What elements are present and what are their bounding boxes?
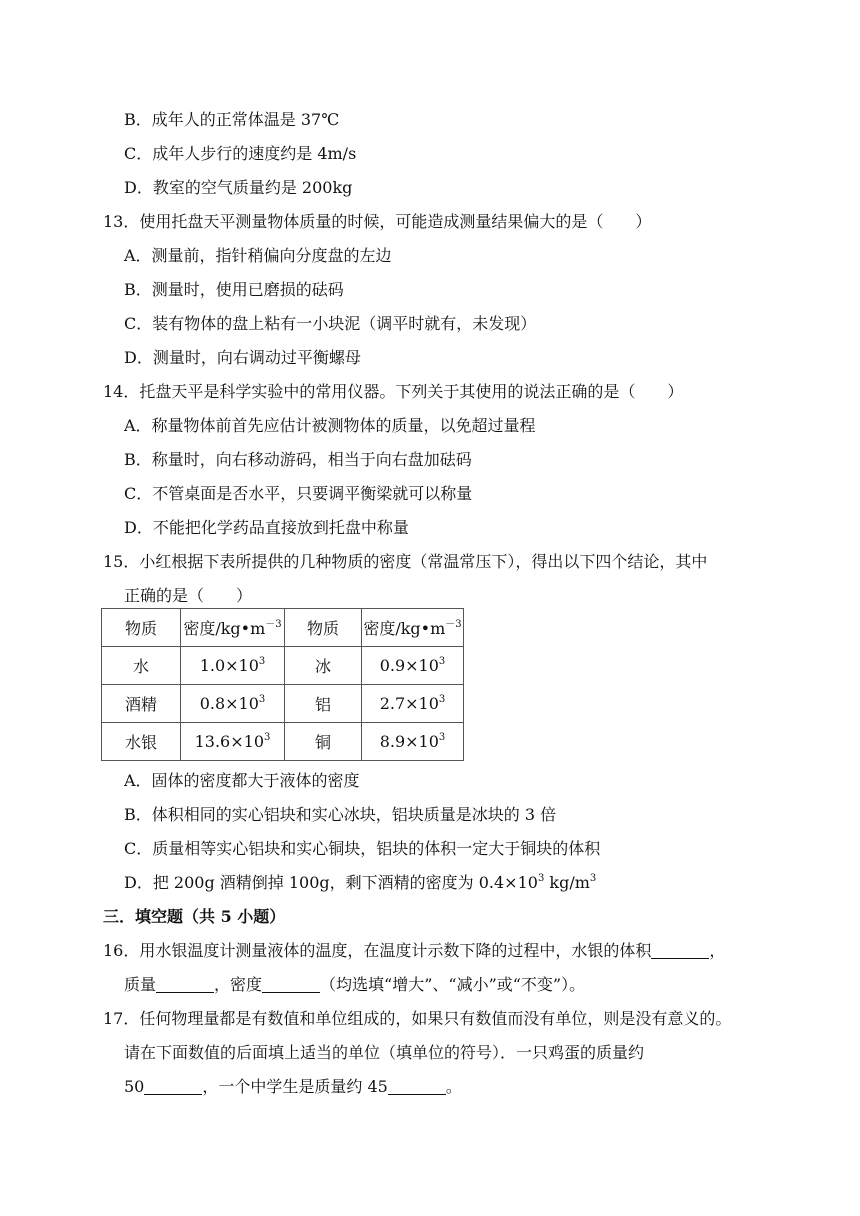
q12-option-c: C．成年人步行的速度约是 4m/s <box>124 144 357 163</box>
substance-cell: 冰 <box>285 647 362 685</box>
q17-line2: 请在下面数值的后面填上适当的单位（填单位的符号）．一只鸡蛋的质量约 <box>124 1043 645 1062</box>
header-density-2: 密度$/kg•m^{-3}$ <box>362 609 464 647</box>
q13-option-d: D．测量时，向右调动过平衡螺母 <box>124 348 361 367</box>
answer-blank[interactable] <box>651 942 709 959</box>
table-row <box>102 723 464 761</box>
q17-line1: 17．任何物理量都是有数值和单位组成的，如果只有数值而没有单位，则是没有意义的。 <box>103 1009 732 1028</box>
q16-line2: 质量 ，密度 （均选填“增大”、“减小”或“不变”）。 <box>124 975 586 994</box>
density-cell: $8.9\times 10^3$ <box>362 723 464 761</box>
q15-stem-line1: 15．小红根据下表所提供的几种物质的密度（常温常压下），得出以下四个结论，其中 <box>103 552 708 571</box>
table-row <box>102 647 464 685</box>
q13-option-a: A．测量前，指针稍偏向分度盘的左边 <box>124 246 392 265</box>
q16-line1: 16．用水银温度计测量液体的温度，在温度计示数下降的过程中，水银的体积 ， <box>103 941 726 960</box>
substance-cell: 水银 <box>102 723 181 761</box>
header-substance-2: 物质 <box>285 609 362 647</box>
q15-option-d: D．把 200g 酒精倒掉 100g，剩下酒精的密度为 $0.4\times 10^3$ $kg/m^3$ <box>124 873 597 892</box>
density-cell: $0.9\times 10^3$ <box>362 647 464 685</box>
q13-stem: 13．使用托盘天平测量物体质量的时候，可能造成测量结果偏大的是（ ） <box>103 212 652 231</box>
header-density-1: 密度$/kg•m^{-3}$ <box>181 609 285 647</box>
q14-option-a: A．称量物体前首先应估计被测物体的质量，以免超过量程 <box>124 416 536 435</box>
q12-option-b: B．成年人的正常体温是 37℃ <box>124 110 340 129</box>
q13-option-c: C．装有物体的盘上粘有一小块泥（调平时就有，未发现） <box>124 314 537 333</box>
q17-line3: 50 ，一个中学生是质量约 45 。 <box>124 1077 462 1096</box>
density-table <box>101 608 464 761</box>
section-title: 三．填空题（共 5 小题） <box>103 907 286 926</box>
header-substance-1: 物质 <box>102 609 181 647</box>
density-cell: $2.7\times 10^3$ <box>362 685 464 723</box>
q13-option-b: B．测量时，使用已磨损的砝码 <box>124 280 344 299</box>
answer-blank[interactable] <box>156 976 214 993</box>
table-row <box>102 685 464 723</box>
q14-option-d: D．不能把化学药品直接放到托盘中称量 <box>124 518 409 537</box>
answer-blank[interactable] <box>262 976 320 993</box>
substance-cell: 铜 <box>285 723 362 761</box>
q15-stem-line2: 正确的是（ ） <box>124 586 253 605</box>
substance-cell: 水 <box>102 647 181 685</box>
q12-option-d: D．教室的空气质量约是 200kg <box>124 178 353 197</box>
density-cell: $1.0\times 10^3$ <box>181 647 285 685</box>
q15-option-b: B．体积相同的实心铝块和实心冰块，铝块质量是冰块的 3 倍 <box>124 805 557 824</box>
q14-option-c: C．不管桌面是否水平，只要调平衡梁就可以称量 <box>124 484 473 503</box>
answer-blank[interactable] <box>144 1078 202 1095</box>
density-cell: $13.6\times 10^3$ <box>181 723 285 761</box>
substance-cell: 铝 <box>285 685 362 723</box>
density-cell: $0.8\times 10^3$ <box>181 685 285 723</box>
q14-stem: 14．托盘天平是科学实验中的常用仪器。下列关于其使用的说法正确的是（ ） <box>103 382 684 401</box>
table-header-row <box>102 609 464 647</box>
q15-option-c: C．质量相等实心铝块和实心铜块，铝块的体积一定大于铜块的体积 <box>124 839 601 858</box>
answer-blank[interactable] <box>388 1078 446 1095</box>
q15-option-a: A．固体的密度都大于液体的密度 <box>124 771 360 790</box>
substance-cell: 酒精 <box>102 685 181 723</box>
q14-option-b: B．称量时，向右移动游码，相当于向右盘加砝码 <box>124 450 472 469</box>
